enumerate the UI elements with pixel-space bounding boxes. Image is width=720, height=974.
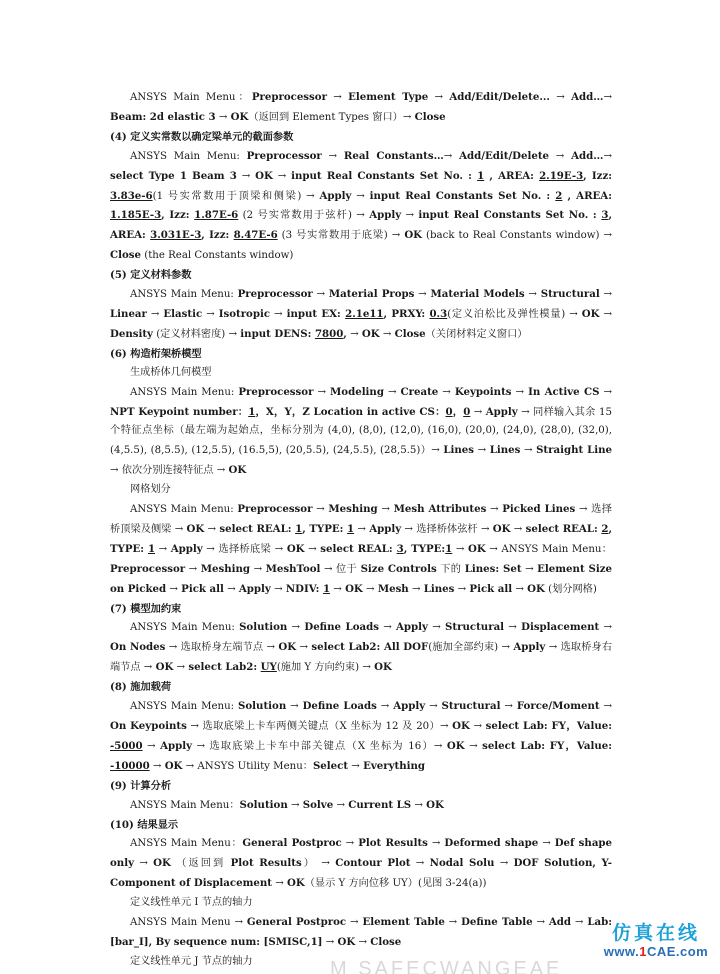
- instruction-paragraph: ANSYS Main Menu: Preprocessor → Meshing → Mesh Attributes → Picked Lines → 选择桥顶梁及侧梁 → OK → select REAL: 1, TYPE: 1 → Apply → 选择桥体弦杆 → OK → select REAL: 2, TYPE: 1 → Apply → 选择桥底梁 → OK → select REAL: 3, TYPE:1 → OK → ANSYS Main Menu：Preprocessor → Meshing → MeshTool → 位于 Size Controls 下的 Lines: Set → Element Size on Picked → Pick all → Apply → NDIV: 1 → OK → Mesh → Lines → Pick all → OK (划分网格): [110, 503, 612, 595]
- subsection-label: 网格划分: [130, 484, 171, 496]
- site-logo[interactable]: [600, 922, 712, 966]
- instruction-paragraph: ANSYS Main Menu: Preprocessor → Real Constants…→ Add/Edit/Delete → Add…→ select Type 1 Beam 3 → OK → input Real Constants Set No. : 1 , AREA: 2.19E-3, Izz: 3.83e-6(1 号实常数用于顶梁和侧梁) → Apply → input Real Constants Set No. : 2 , AREA: 1.185E-3, Izz: 1.87E-6 (2 号实常数用于弦杆) → Apply → input Real Constants Set No. : 3, AREA: 3.031E-3, Izz: 8.47E-6 (3 号实常数用于底梁) → OK (back to Real Constants window) → Close (the Real Constants window): [110, 149, 613, 262]
- instruction-paragraph: ANSYS Main Menu: Solution → Define Loads → Apply → Structural → Displacement → On Nodes → 选取桥身左端节点 → OK → select Lab2: All DOF(施加全部约束) → Apply → 选取桥身右端节点 → OK → select Lab2: UY(施加 Y 方向约束) → OK: [110, 621, 613, 674]
- section-heading: (7) 模型加约束: [110, 602, 182, 615]
- section-heading: (4) 定义实常数以确定梁单元的截面参数: [110, 130, 294, 143]
- logo-url-prefix: www.: [603, 944, 640, 959]
- logo-url-one: 1: [639, 944, 647, 959]
- bottom-watermark: M SAFECWANGEAE: [330, 958, 563, 974]
- section-heading: (5) 定义材料参数: [110, 269, 192, 282]
- section-heading: (8) 施加载荷: [110, 681, 172, 694]
- logo-chinese-text: 仿真在线: [611, 922, 700, 944]
- logo-url: [600, 944, 712, 960]
- instruction-paragraph: ANSYS Main Menu：Solution → Solve → Current LS → OK: [130, 798, 444, 811]
- subsection-label: 定义线性单元 I 节点的轴力: [130, 897, 253, 909]
- subsection-label: 定义线性单元 J 节点的轴力: [130, 955, 253, 967]
- document-body: [110, 88, 612, 972]
- section-heading: (6) 构造桁架桥模型: [110, 347, 202, 360]
- logo-url-rest: CAE.com: [646, 944, 709, 959]
- section-heading: (9) 计算分析: [110, 779, 172, 792]
- instruction-paragraph: ANSYS Main Menu: Preprocessor → Modeling → Create → Keypoints → In Active CS → NPT Keypoint number：1，X，Y，Z Location in active CS：0，0 → Apply → 同样输入其余 15 个特征点坐标（最左端为起始点，坐标分别为 (4,0), (8,0), (12,0), (16,0), (20,0), (24,0), (28,0), (32,0), (4,5.5), (8,5.5), (12,5.5), (16.5,5), (20,5.5), (24,5.5), (28,5.5)）→ Lines → Lines → Straight Line → 依次分别连接特征点 → OK: [110, 385, 613, 477]
- instruction-paragraph: ANSYS Main Menu → General Postproc → Element Table → Define Table → Add → Lab: [bar_I], By sequence num: [SMISC,1] → OK → Close: [110, 916, 612, 948]
- instruction-paragraph: ANSYS Main Menu: Solution → Define Loads → Apply → Structural → Force/Moment → On Keypoints → 选取底梁上卡车两侧关键点（X 坐标为 12 及 20）→ OK → select Lab: FY，Value: -5000 → Apply → 选取底梁上卡车中部关键点（X 坐标为 16）→ OK → select Lab: FY，Value: -10000 → OK → ANSYS Utility Menu：Select → Everything: [110, 700, 613, 772]
- section-heading: (10) 结果显示: [110, 818, 179, 831]
- subsection-label: 生成桥体几何模型: [130, 366, 212, 378]
- instruction-paragraph: ANSYS Main Menu：General Postproc → Plot Results → Deformed shape → Def shape only → OK （返回到 Plot Results） → Contour Plot → Nodal Solu → DOF Solution, Y-Component of Displacement → OK（显示 Y 方向位移 UY）(见图 3-24(a)): [110, 837, 613, 890]
- instruction-paragraph: ANSYS Main Menu：Preprocessor → Element Type → Add/Edit/Delete... → Add…→ Beam: 2d elastic 3 → OK（返回到 Element Types 窗口）→ Close: [110, 91, 613, 123]
- instruction-paragraph: ANSYS Main Menu: Preprocessor → Material Props → Material Models → Structural → Linear → Elastic → Isotropic → input EX: 2.1e11, PRXY: 0.3(定义泊松比及弹性模量) → OK → Density (定义材料密度) → input DENS: 7800, → OK → Close（关闭材料定义窗口）: [110, 288, 613, 340]
